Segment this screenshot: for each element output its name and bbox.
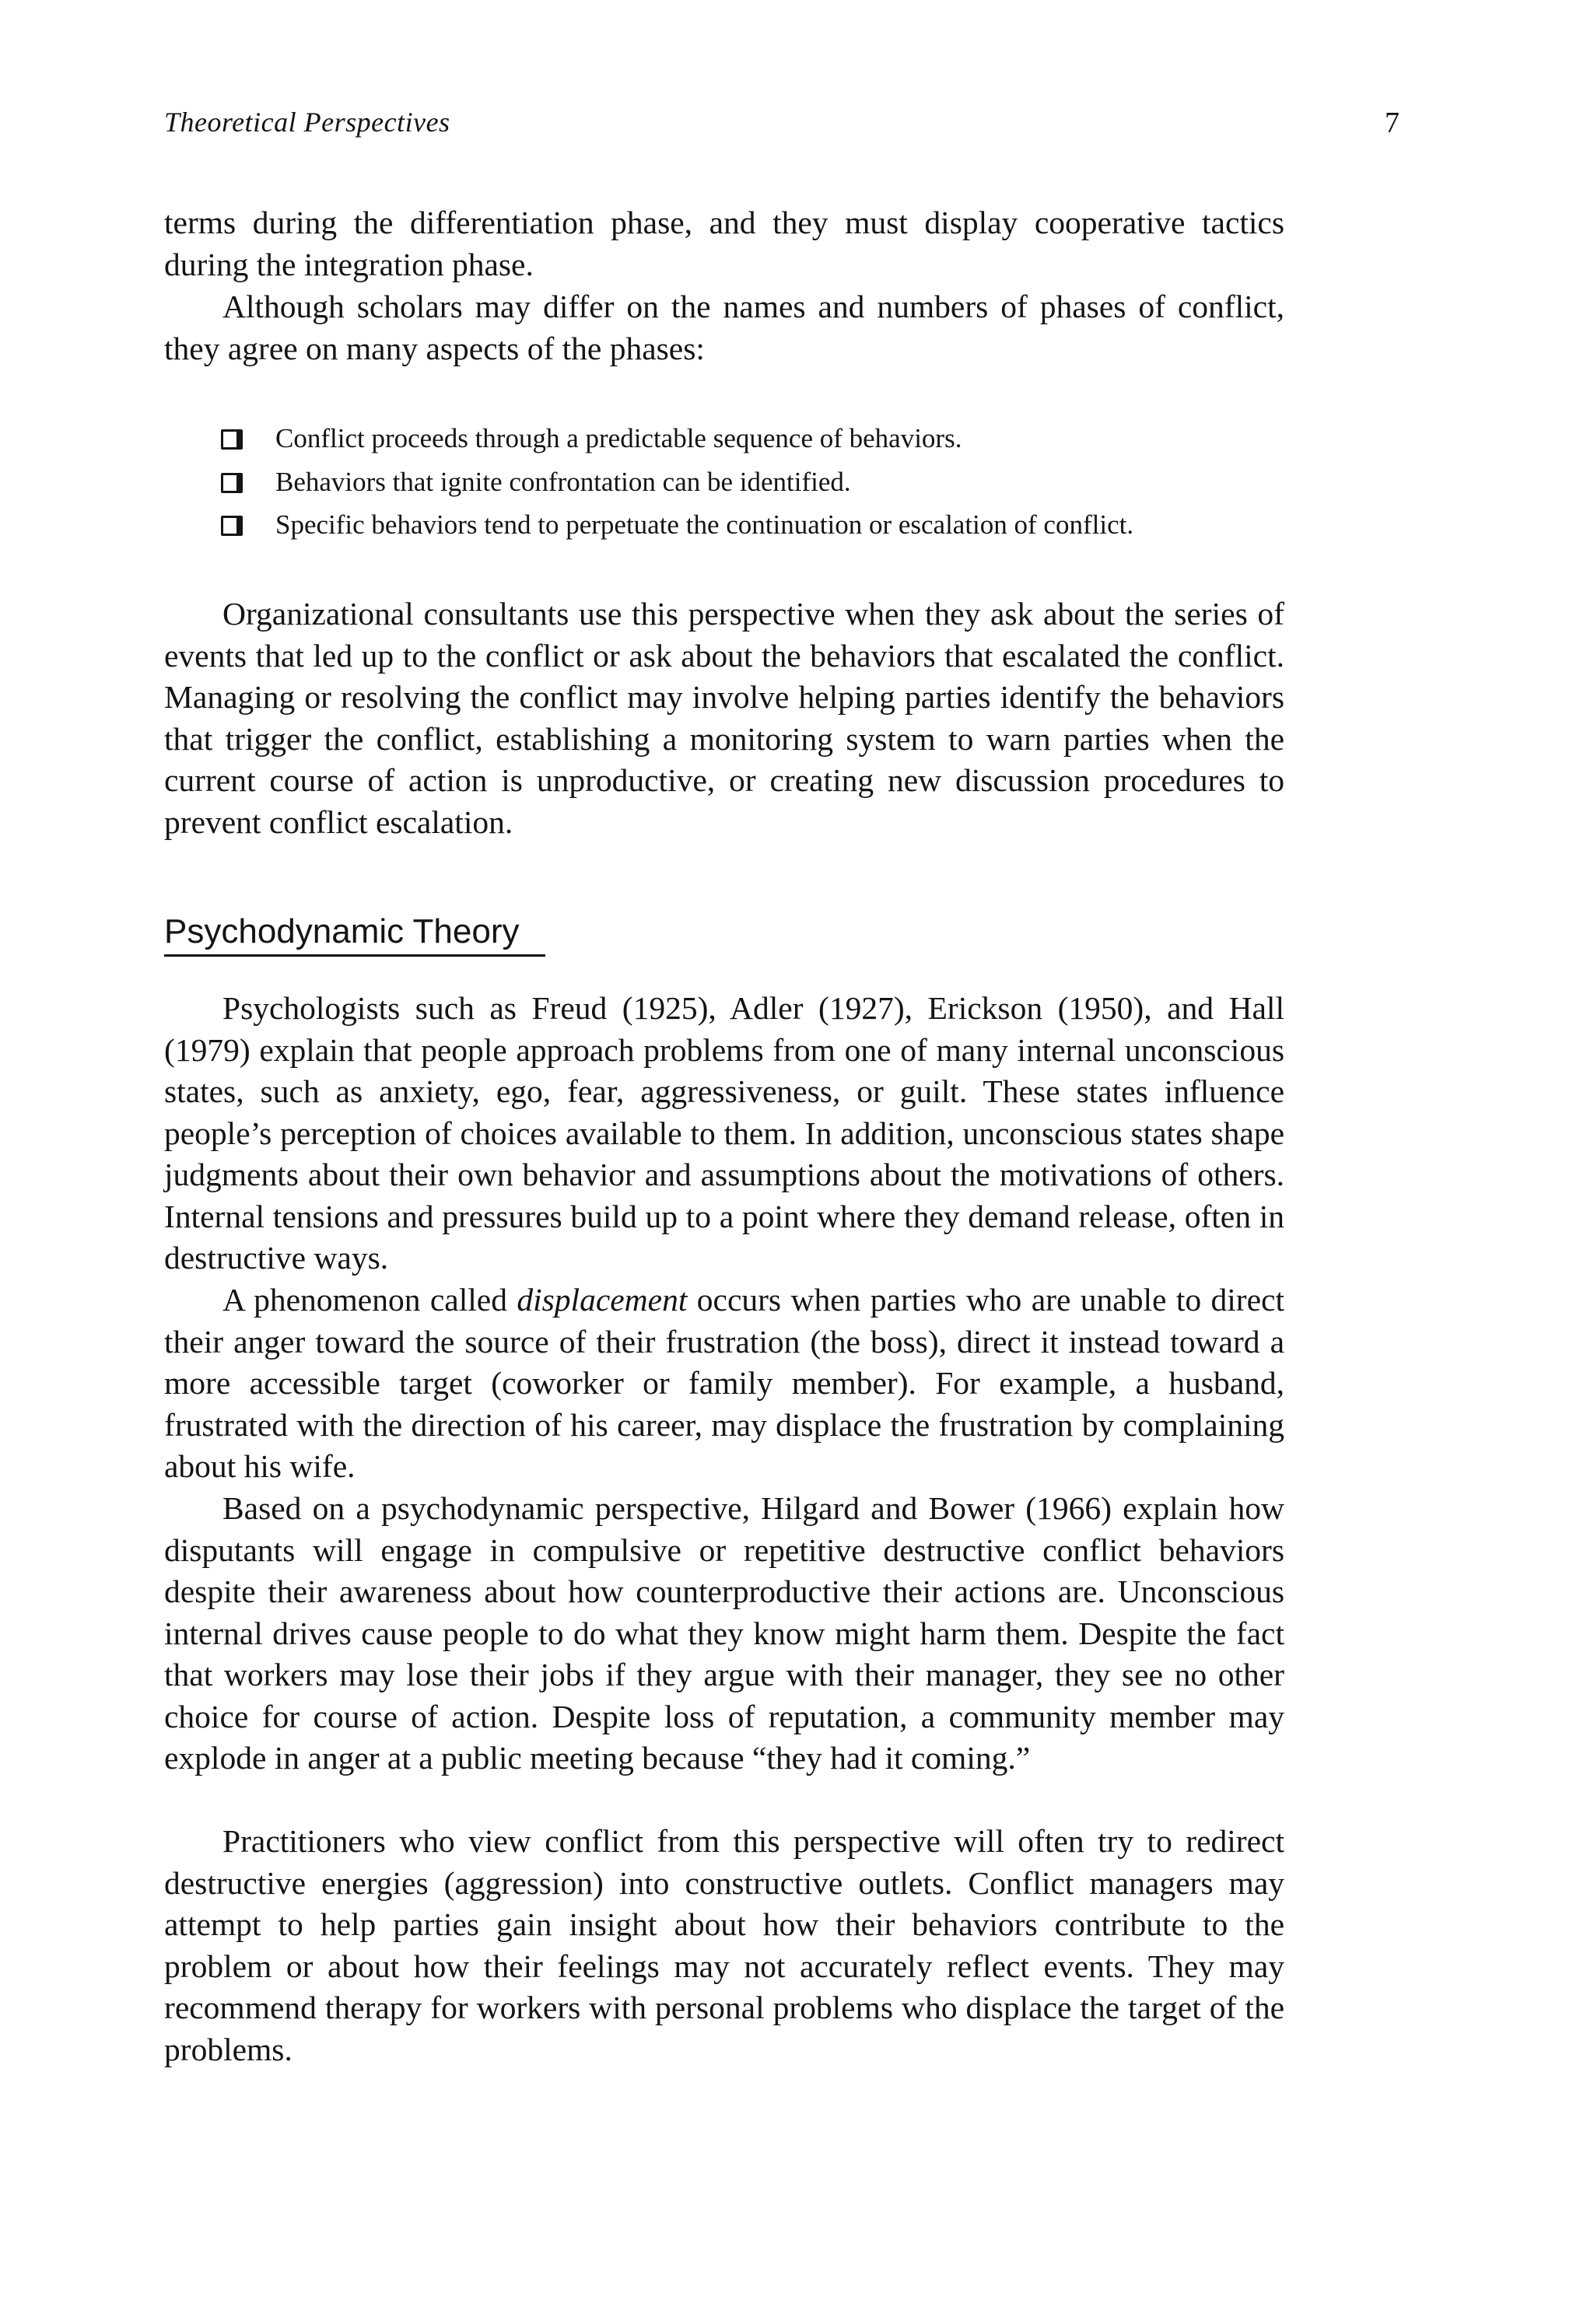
checkbox-bullet-icon bbox=[221, 429, 243, 450]
heading-underline bbox=[164, 954, 545, 957]
displacement-term: displacement bbox=[517, 1282, 688, 1318]
section-heading: Psychodynamic Theory bbox=[164, 912, 520, 950]
displacement-text-before: A phenomenon called bbox=[222, 1282, 517, 1318]
list-item bbox=[164, 460, 1300, 504]
list-item bbox=[164, 503, 1300, 547]
checkbox-bullet-icon bbox=[221, 473, 243, 493]
paragraph-continuation: terms during the differentiation phase, and they must display cooperative tactics during the integration phase. bbox=[164, 205, 1284, 282]
paragraph-displacement bbox=[164, 1279, 1284, 1488]
list-item-text: Specific behaviors tend to perpetuate the continuation or escalation of conflict. bbox=[275, 509, 1134, 540]
running-head: Theoretical Perspectives bbox=[164, 107, 450, 138]
checkbox-bullet-icon bbox=[221, 516, 243, 536]
page-number: 7 bbox=[1385, 107, 1400, 139]
paragraph-hilgard-bower: Based on a psychodynamic perspective, Hilgard and Bower (1966) explain how disputants will engage in compulsive or repetitive destructive conflict behaviors despite their awareness about how counterproductive their actions are. Unconscious internal drives cause people to do what they know might harm them. Despite the fact that workers may lose their jobs if they argue with their manager, they see no other choice for course of action. Despite loss of reputation, a community member may explode in anger at a public meeting because “they had it coming.” bbox=[164, 1490, 1284, 1776]
paragraph-phases-agreement: Although scholars may differ on the names and numbers of phases of conflict, they agree on many aspects of the phases: bbox=[164, 289, 1284, 366]
displacement-text-after: occurs when parties who are unable to direct their anger toward the source of their frustration (the boss), direct it instead toward a more accessible target (coworker or family member). For example, a husband, frustrated with the direction of his career, may displace the frustration by complaining about his wife. bbox=[164, 1282, 1284, 1484]
list-item-text: Behaviors that ignite confrontation can be identified. bbox=[275, 466, 851, 497]
paragraph-practitioners: Practitioners who view conflict from this perspective will often try to redirect destructive energies (aggression) into constructive outlets. Conflict managers may attempt to help parties gain insight about how their behaviors contribute to the problem or about how their feelings may not accurately reflect events. They may recommend therapy for workers with personal problems who displace the target of the problems. bbox=[164, 1823, 1284, 2067]
paragraph-psychologists: Psychologists such as Freud (1925), Adler (1927), Erickson (1950), and Hall (1979) explain that people approach problems from one of many internal unconscious states, such as anxiety, ego, fear, aggressiveness, or guilt. These states influence people’s perception of choices available to them. In addition, unconscious states shape judgments about their own behavior and assumptions about the motivations of others. Internal tensions and pressures build up to a point where they demand release, often in destructive ways. bbox=[164, 990, 1284, 1276]
list-item-text: Conflict proceeds through a predictable sequence of behaviors. bbox=[275, 423, 962, 453]
paragraph-organizational-consultants: Organizational consultants use this perspective when they ask about the series of events that led up to the conflict or ask about the behaviors that escalated the conflict. Managing or resolving the conflict may involve helping parties identify the behaviors that trigger the conflict, establishing a monitoring system to warn parties when the current course of action is unproductive, or creating new discussion procedures to prevent conflict escalation. bbox=[164, 596, 1284, 840]
bullet-list bbox=[164, 417, 1300, 547]
list-item bbox=[164, 417, 1300, 460]
